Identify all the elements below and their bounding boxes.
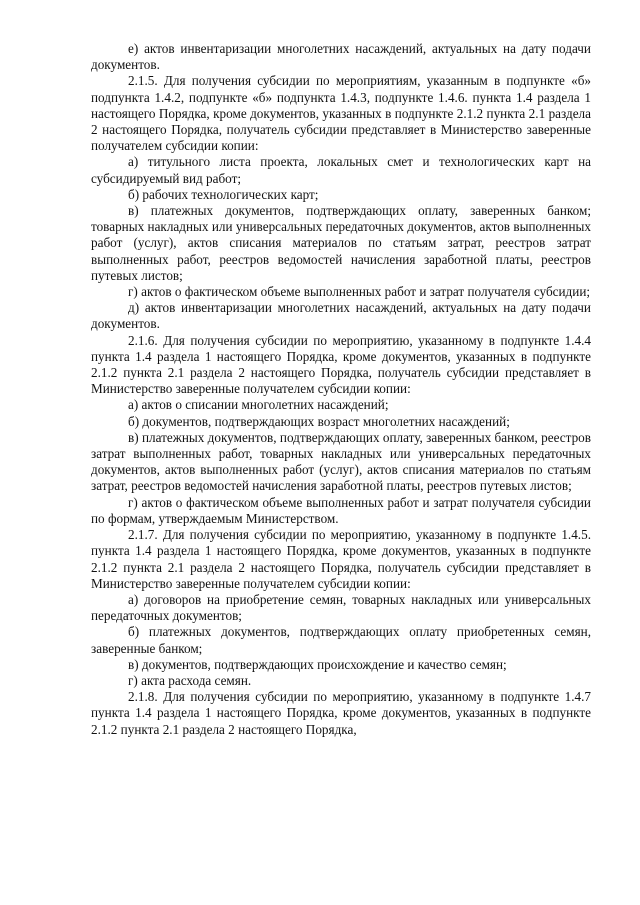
paragraph-2-1-8: 2.1.8. Для получения субсидии по мероприятию, указанному в подпункте 1.4.7 пункта 1.4 раздела 1 настоящего Порядка, кроме документов, указанных в подпункте 2.1.2 пункта 2.1 раздела 2 настоящего Порядка, <box>91 689 591 737</box>
paragraph-e-inventory-acts: е) актов инвентаризации многолетних насаждений, актуальных на дату подачи документов. <box>91 41 591 73</box>
document-page <box>91 41 591 738</box>
list-item-b-seed-payment-docs: б) платежных документов, подтверждающих оплату приобретенных семян, заверенные банком; <box>91 624 591 656</box>
list-item-v-seed-origin-docs: в) документов, подтверждающих происхождение и качество семян; <box>128 656 507 672</box>
list-item-g-actual-volume-acts: г) актов о фактическом объеме выполненных работ и затрат получателя субсидии; <box>128 284 591 300</box>
paragraph-2-1-5: 2.1.5. Для получения субсидии по мероприятиям, указанным в подпункте «б» подпункта 1.4.2, подпункте «б» подпункта 1.4.3, подпункте 1.4.6. пункта 1.4 раздела 1 настоящего Порядка, кроме документов, указанных в подпункте 2.1.2 пункта 2.1 раздела 2 настоящего Порядка, получатель субсидии представляет в Министерство заверенные получателем субсидии копии: <box>91 73 591 154</box>
list-item-b-age-docs: б) документов, подтверждающих возраст многолетних насаждений; <box>128 413 510 429</box>
paragraph-2-1-7: 2.1.7. Для получения субсидии по мероприятию, указанному в подпункте 1.4.5. пункта 1.4 раздела 1 настоящего Порядка, кроме документов, указанных в подпункте 2.1.2 пункта 2.1 раздела 2 настоящего Порядка, получатель субсидии представляет в Министерство заверенные получателем субсидии копии: <box>91 527 591 591</box>
list-item-g-actual-volume-acts-2: г) актов о фактическом объеме выполненных работ и затрат получателя субсидии по формам, утверждаемым Министерством. <box>91 494 591 526</box>
list-item-a-write-off-acts: а) актов о списании многолетних насаждений; <box>128 397 389 413</box>
list-item-a-title-sheet: а) титульного листа проекта, локальных смет и технологических карт на субсидируемый вид работ; <box>91 154 591 186</box>
list-item-d-inventory-acts: д) актов инвентаризации многолетних насаждений, актуальных на дату подачи документов. <box>91 300 591 332</box>
list-item-g-seed-usage-act: г) акта расхода семян. <box>128 672 252 688</box>
list-item-v-payment-docs: в) платежных документов, подтверждающих оплату, заверенных банком; товарных накладных или универсальных передаточных документов, актов выполненных работ (услуг), актов списания материалов по статьям затрат, реестров затрат выполненных работ, реестров ведомостей начисления заработной платы, реестров путевых листов; <box>91 203 591 283</box>
list-item-b-tech-cards: б) рабочих технологических карт; <box>128 186 319 202</box>
paragraph-2-1-6: 2.1.6. Для получения субсидии по мероприятию, указанному в подпункте 1.4.4 пункта 1.4 раздела 1 настоящего Порядка, кроме документов, указанных в подпункте 2.1.2 пункта 2.1 раздела 2 настоящего Порядка, получатель субсидии представляет в Министерство заверенные получателем субсидии копии: <box>91 332 591 397</box>
list-item-a-seed-contracts: а) договоров на приобретение семян, товарных накладных или универсальных передаточных документов; <box>91 591 591 624</box>
list-item-v-payment-docs-2: в) платежных документов, подтверждающих оплату, заверенных банком, реестров затрат выполненных работ, товарных накладных или универсальных передаточных документов, актов выполненных работ (услуг), актов списания материалов по статьям затрат, реестров ведомостей начисления заработной платы, реестров путевых листов; <box>91 429 591 494</box>
